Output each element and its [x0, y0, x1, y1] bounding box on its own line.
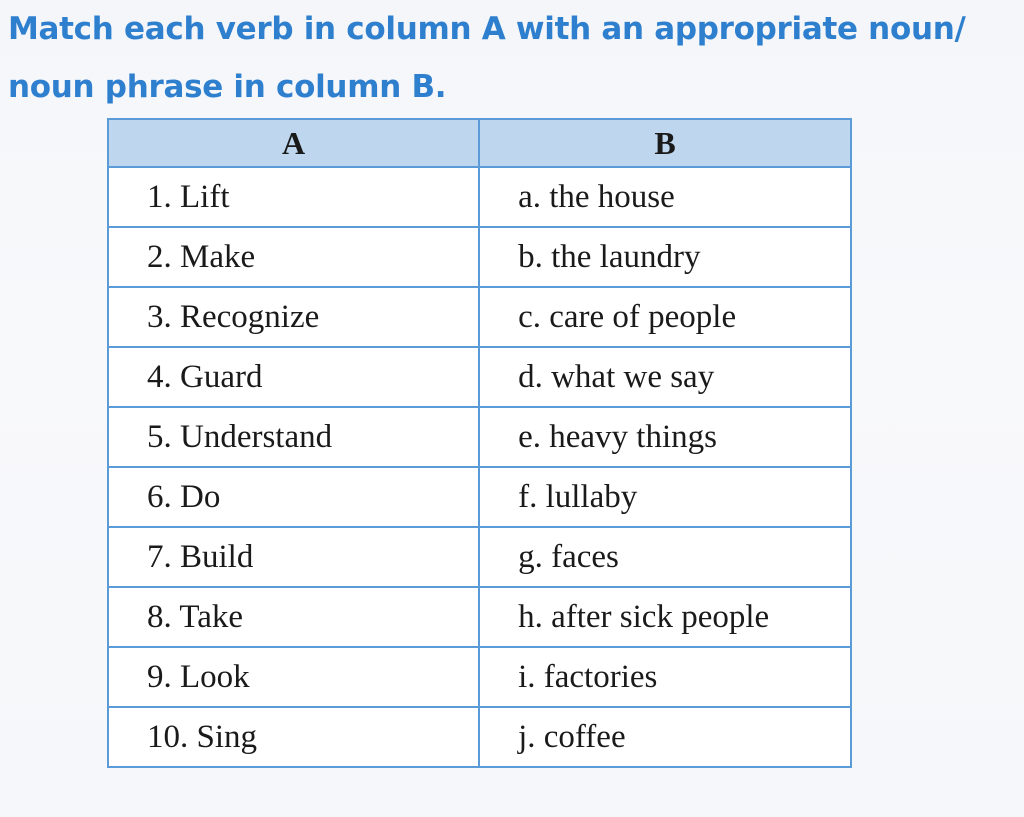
table-row — [108, 527, 851, 587]
verb-cell: 5. Understand — [108, 407, 479, 467]
verb-cell: 9. Look — [108, 647, 479, 707]
table-row — [108, 407, 851, 467]
noun-cell: a. the house — [479, 167, 851, 227]
exercise-instruction — [8, 0, 1018, 116]
verb-cell: 3. Recognize — [108, 287, 479, 347]
verb-cell: 7. Build — [108, 527, 479, 587]
table-row — [108, 167, 851, 227]
table-row — [108, 347, 851, 407]
instruction-line-1: Match each verb in column A with an appropriate noun/ — [8, 11, 966, 47]
noun-cell: g. faces — [479, 527, 851, 587]
verb-cell: 6. Do — [108, 467, 479, 527]
noun-cell: j. coffee — [479, 707, 851, 767]
header-row — [108, 119, 851, 167]
noun-cell: d. what we say — [479, 347, 851, 407]
noun-cell: b. the laundry — [479, 227, 851, 287]
table-row — [108, 467, 851, 527]
verb-cell: 1. Lift — [108, 167, 479, 227]
verb-cell: 8. Take — [108, 587, 479, 647]
verb-cell: 2. Make — [108, 227, 479, 287]
matching-table — [107, 118, 852, 768]
noun-cell: i. factories — [479, 647, 851, 707]
table-row — [108, 287, 851, 347]
verb-cell: 10. Sing — [108, 707, 479, 767]
table-row — [108, 707, 851, 767]
column-a-header: A — [108, 119, 479, 167]
noun-cell: e. heavy things — [479, 407, 851, 467]
noun-cell: f. lullaby — [479, 467, 851, 527]
table-row — [108, 227, 851, 287]
noun-cell: h. after sick people — [479, 587, 851, 647]
table-row — [108, 647, 851, 707]
table-row — [108, 587, 851, 647]
verb-cell: 4. Guard — [108, 347, 479, 407]
column-b-header: B — [479, 119, 851, 167]
noun-cell: c. care of people — [479, 287, 851, 347]
instruction-line-2: noun phrase in column B. — [8, 69, 447, 105]
